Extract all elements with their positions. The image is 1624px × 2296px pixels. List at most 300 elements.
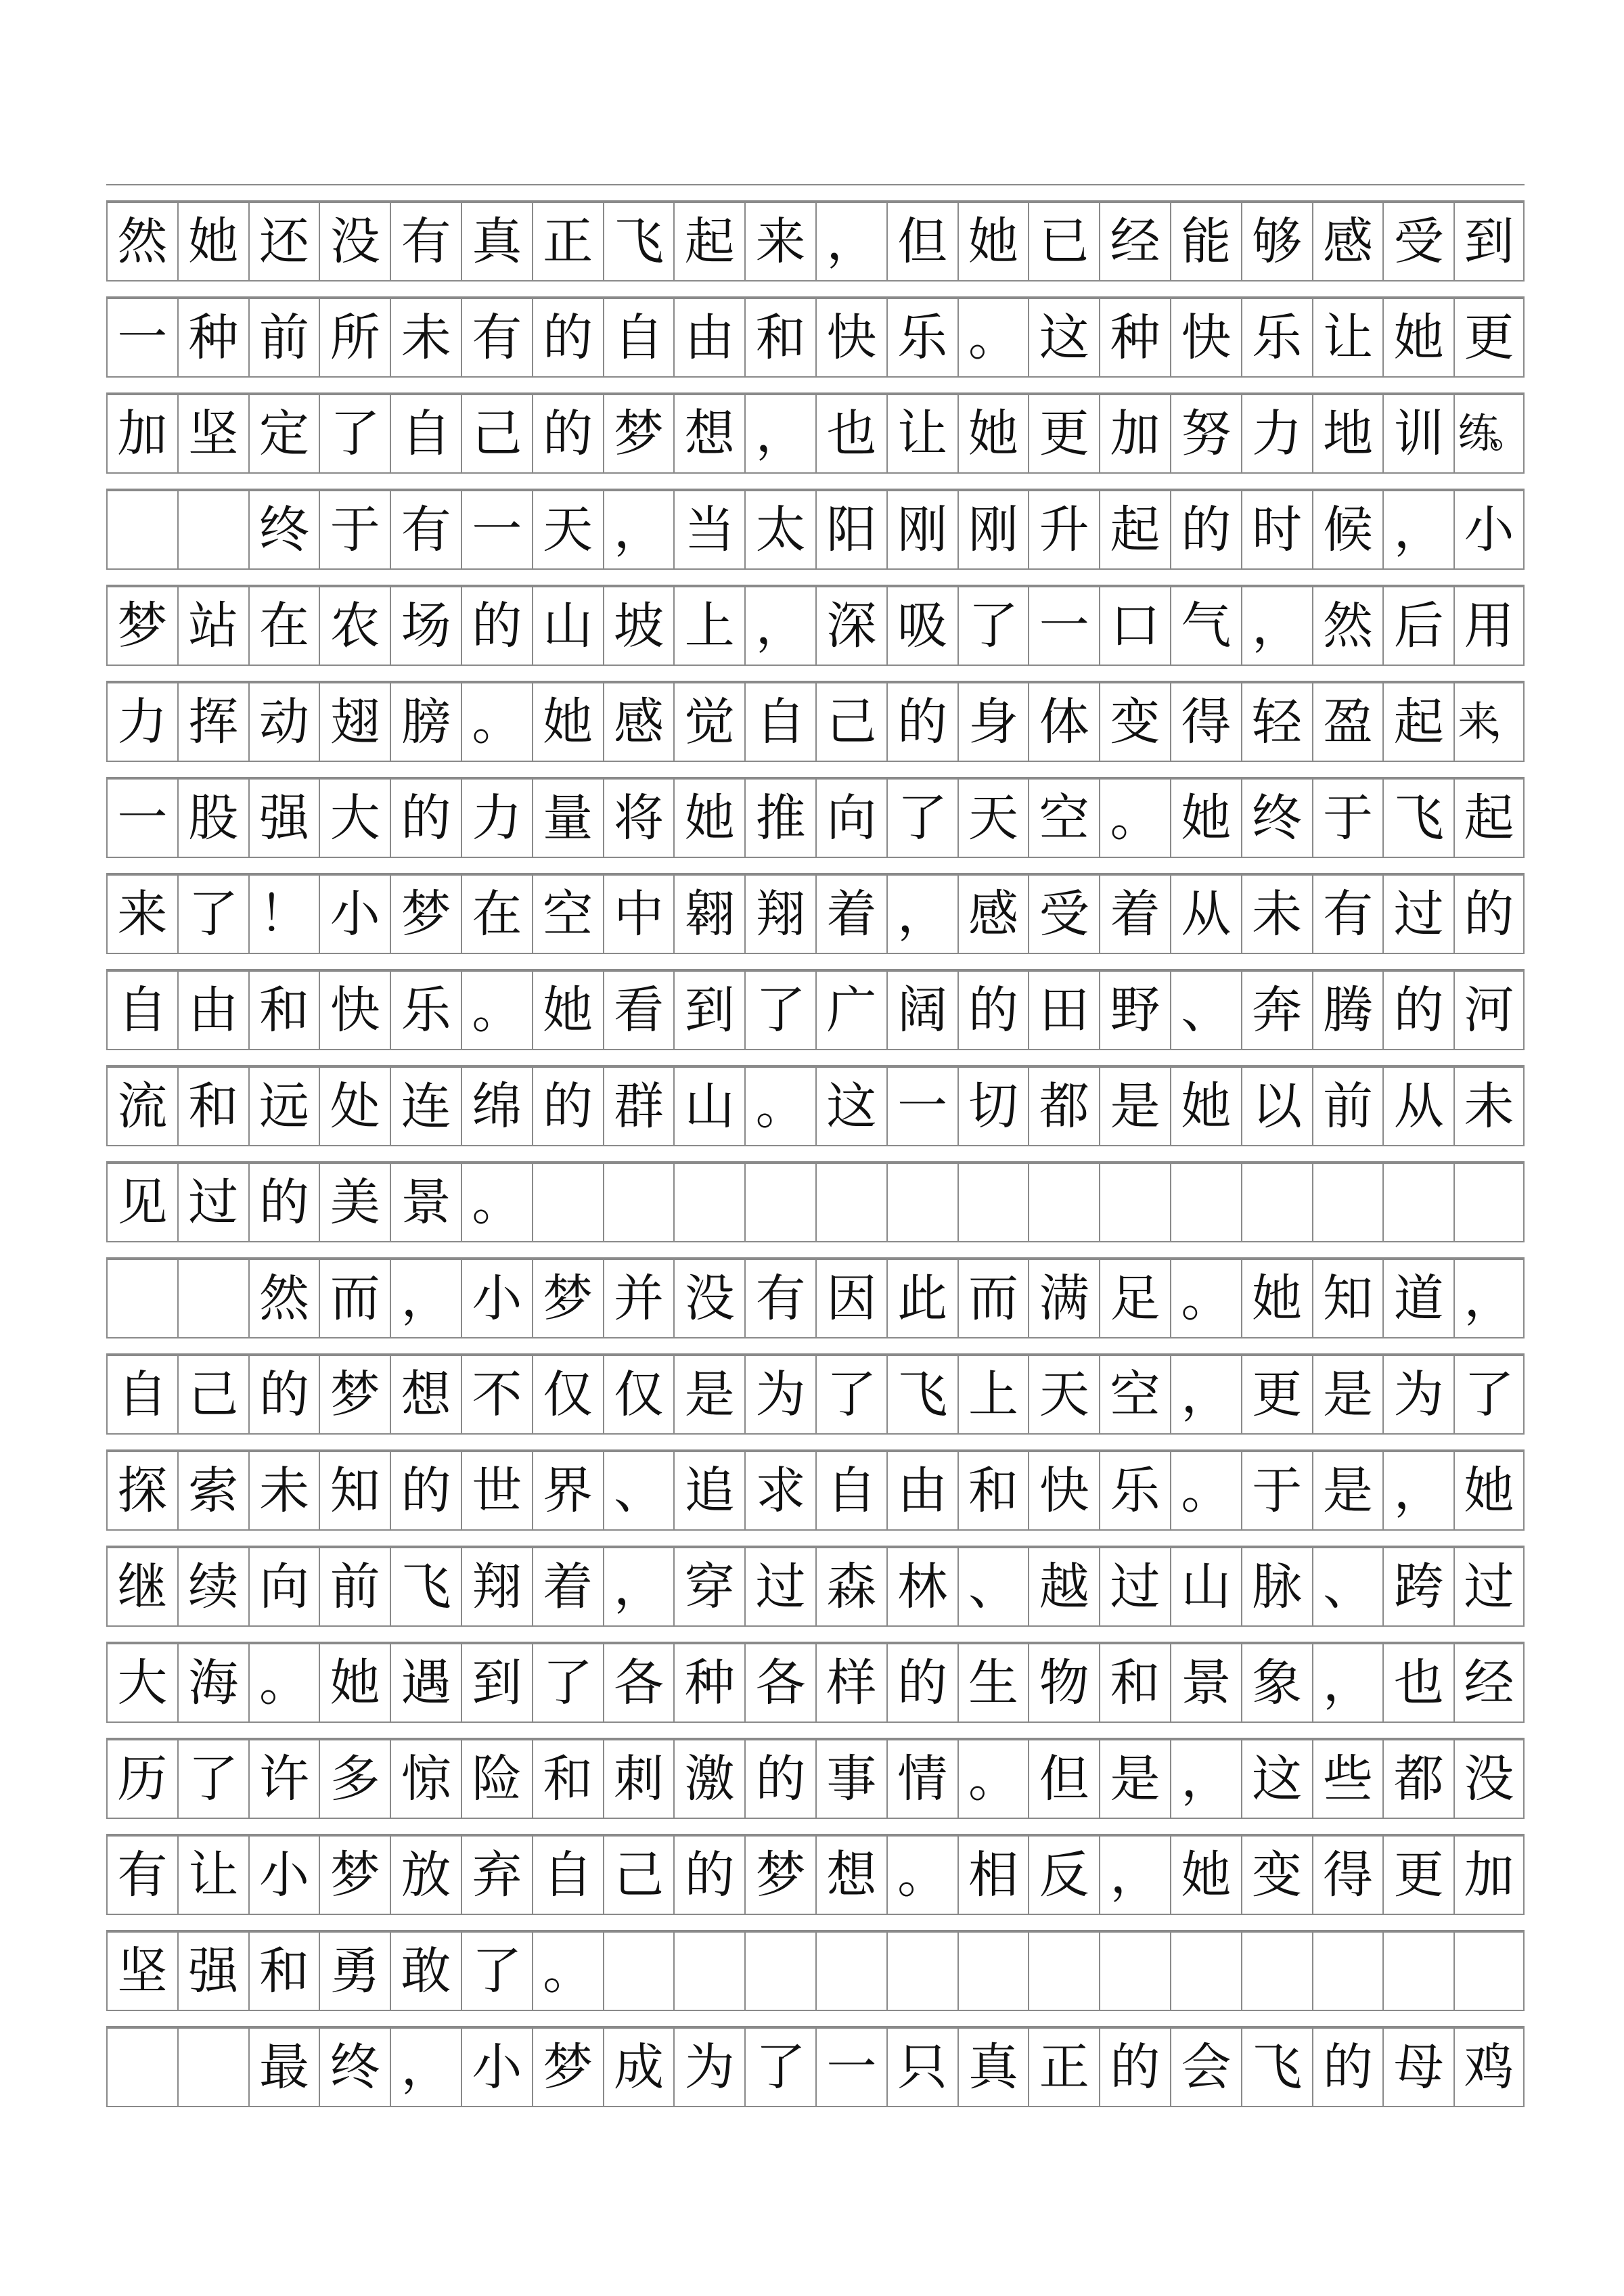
grid-cell: 种 bbox=[673, 1644, 744, 1721]
grid-cell: 变 bbox=[1241, 1837, 1312, 1914]
grid-cell: 梦 bbox=[319, 1356, 390, 1433]
grid-row bbox=[106, 1049, 1525, 1145]
row-cells bbox=[106, 1931, 1525, 2010]
grid-cell: 。 bbox=[957, 299, 1029, 376]
grid-cell: 林 bbox=[886, 1548, 957, 1625]
grid-cell: 在 bbox=[248, 587, 319, 665]
grid-row bbox=[106, 953, 1525, 1049]
grid-cell bbox=[673, 1933, 744, 2010]
grid-cell bbox=[957, 1164, 1029, 1241]
grid-cell: 候 bbox=[1312, 491, 1383, 568]
grid-cell: 了 bbox=[177, 876, 248, 953]
grid-cell: 的 bbox=[532, 1068, 603, 1145]
grid-cell: ， bbox=[1170, 1356, 1241, 1433]
grid-cell: 探 bbox=[106, 1452, 177, 1529]
grid-cell: 的 bbox=[957, 972, 1029, 1049]
grid-cell: 也 bbox=[1382, 1644, 1453, 1721]
grid-cell: 训 bbox=[1382, 395, 1453, 472]
grid-cell: 会 bbox=[1170, 2029, 1241, 2106]
grid-cell: ， bbox=[1312, 1644, 1383, 1721]
grid-cell: 真 bbox=[957, 2029, 1029, 2106]
grid-cell: 没 bbox=[319, 203, 390, 280]
grid-row bbox=[106, 761, 1525, 857]
grid-cell: 都 bbox=[1382, 1740, 1453, 1818]
grid-cell: 腾 bbox=[1312, 972, 1383, 1049]
grid-cell: 坚 bbox=[177, 395, 248, 472]
grid-cell: 母 bbox=[1382, 2029, 1453, 2106]
grid-cell: 看 bbox=[603, 972, 674, 1049]
grid-cell bbox=[1028, 1933, 1099, 2010]
grid-cell: 一 bbox=[1028, 587, 1099, 665]
grid-cell: 吸 bbox=[886, 587, 957, 665]
grid-cell: 。 bbox=[248, 1644, 319, 1721]
grid-cell: 刺 bbox=[603, 1740, 674, 1818]
grid-cell: 她 bbox=[1382, 299, 1453, 376]
grid-cell: 仅 bbox=[532, 1356, 603, 1433]
grid-cell: 过 bbox=[1453, 1548, 1525, 1625]
grid-cell bbox=[603, 1164, 674, 1241]
grid-cell: 、 bbox=[603, 1452, 674, 1529]
grid-cell: 此 bbox=[886, 1260, 957, 1337]
grid-cell: 的 bbox=[1099, 2029, 1170, 2106]
grid-cell: 。 bbox=[461, 683, 532, 761]
grid-cell: 加 bbox=[106, 395, 177, 472]
grid-cell: 体 bbox=[1028, 683, 1099, 761]
grid-cell: 起 bbox=[1099, 491, 1170, 568]
grid-cell: 将 bbox=[603, 780, 674, 857]
grid-cell: 和 bbox=[744, 299, 815, 376]
grid-cell: 太 bbox=[744, 491, 815, 568]
row-cells bbox=[106, 2027, 1525, 2106]
grid-cell: 上 bbox=[957, 1356, 1029, 1433]
grid-cell: 翔 bbox=[461, 1548, 532, 1625]
grid-row bbox=[106, 1914, 1525, 2010]
grid-cell: 到 bbox=[461, 1644, 532, 1721]
grid-cell: 快 bbox=[1170, 299, 1241, 376]
grid-cell: 过 bbox=[1382, 876, 1453, 953]
grid-cell: 梦 bbox=[106, 587, 177, 665]
grid-cell: 时 bbox=[1241, 491, 1312, 568]
grid-cell: 让 bbox=[177, 1837, 248, 1914]
grid-cell: 了 bbox=[461, 1933, 532, 2010]
grid-cell: 推 bbox=[744, 780, 815, 857]
grid-cell: 更 bbox=[1028, 395, 1099, 472]
grid-cell: 景 bbox=[1170, 1644, 1241, 1721]
grid-cell: 阔 bbox=[886, 972, 957, 1049]
grid-cell bbox=[744, 1933, 815, 2010]
grid-cell: 物 bbox=[1028, 1644, 1099, 1721]
grid-cell: 自 bbox=[815, 1452, 886, 1529]
grid-cell: 未 bbox=[1241, 876, 1312, 953]
row-separator bbox=[106, 857, 1525, 874]
grid-cell bbox=[1099, 1933, 1170, 2010]
grid-cell: 前 bbox=[1312, 1068, 1383, 1145]
grid-cell: 然 bbox=[248, 1260, 319, 1337]
row-cells bbox=[106, 682, 1525, 761]
grid-cell: 真 bbox=[461, 203, 532, 280]
grid-cell: 求 bbox=[744, 1452, 815, 1529]
row-cells bbox=[106, 1355, 1525, 1433]
grid-cell: 空 bbox=[1099, 1356, 1170, 1433]
grid-cell: 。 bbox=[1170, 1260, 1241, 1337]
grid-cell bbox=[1312, 1933, 1383, 2010]
grid-cell: 奔 bbox=[1241, 972, 1312, 1049]
grid-cell: 她 bbox=[1241, 1260, 1312, 1337]
grid-cell: 强 bbox=[248, 780, 319, 857]
grid-cell: 感 bbox=[603, 683, 674, 761]
grid-cell: 挥 bbox=[177, 683, 248, 761]
grid-cell: ， bbox=[1382, 491, 1453, 568]
grid-cell: ， bbox=[815, 203, 886, 280]
grid-cell: 了 bbox=[319, 395, 390, 472]
grid-cell: 想 bbox=[815, 1837, 886, 1914]
grid-cell bbox=[1453, 1933, 1525, 2010]
grid-cell: 前 bbox=[248, 299, 319, 376]
grid-cell: 着 bbox=[815, 876, 886, 953]
grid-cell: 她 bbox=[957, 203, 1029, 280]
grid-cell: 未 bbox=[1453, 1068, 1525, 1145]
grid-cell: 小 bbox=[248, 1837, 319, 1914]
grid-cell bbox=[1241, 1933, 1312, 2010]
grid-cell: 翱 bbox=[673, 876, 744, 953]
row-separator bbox=[106, 1145, 1525, 1163]
grid-cell: 轻 bbox=[1241, 683, 1312, 761]
grid-row bbox=[106, 1818, 1525, 1914]
grid-cell: 了 bbox=[744, 972, 815, 1049]
row-cells bbox=[106, 1259, 1525, 1337]
grid-cell: 更 bbox=[1241, 1356, 1312, 1433]
grid-cell: 所 bbox=[319, 299, 390, 376]
grid-cell: 终 bbox=[248, 491, 319, 568]
grid-cell: 美 bbox=[319, 1164, 390, 1241]
grid-cell: 的 bbox=[390, 1452, 461, 1529]
grid-cell: 更 bbox=[1453, 299, 1525, 376]
grid-row bbox=[106, 1433, 1525, 1529]
grid-cell bbox=[106, 2029, 177, 2106]
grid-cell: 量 bbox=[532, 780, 603, 857]
grid-cell: 追 bbox=[673, 1452, 744, 1529]
row-cells bbox=[106, 1739, 1525, 1818]
grid-cell: 动 bbox=[248, 683, 319, 761]
grid-cell: 向 bbox=[248, 1548, 319, 1625]
grid-cell: 见 bbox=[106, 1164, 177, 1241]
grid-cell: 起 bbox=[1453, 780, 1525, 857]
grid-cell bbox=[177, 2029, 248, 2106]
grid-cell: 刚 bbox=[957, 491, 1029, 568]
grid-cell: 得 bbox=[1312, 1837, 1383, 1914]
grid-cell: ， bbox=[1170, 1740, 1241, 1818]
grid-cell: 道 bbox=[1382, 1260, 1453, 1337]
grid-cell: 一 bbox=[461, 491, 532, 568]
grid-cell: 受 bbox=[1382, 203, 1453, 280]
grid-cell: 场 bbox=[390, 587, 461, 665]
grid-cell: 连 bbox=[390, 1068, 461, 1145]
grid-cell: 空 bbox=[532, 876, 603, 953]
grid-cell: 站 bbox=[177, 587, 248, 665]
grid-cell: 各 bbox=[744, 1644, 815, 1721]
grid-cell: ， bbox=[603, 491, 674, 568]
grid-cell: 力 bbox=[1241, 395, 1312, 472]
grid-cell: 世 bbox=[461, 1452, 532, 1529]
grid-cell: 和 bbox=[248, 972, 319, 1049]
grid-cell: ， bbox=[390, 2029, 461, 2106]
grid-cell: 景 bbox=[390, 1164, 461, 1241]
grid-cell: 梦 bbox=[532, 2029, 603, 2106]
grid-cell: 山 bbox=[532, 587, 603, 665]
grid-cell: 坚 bbox=[106, 1933, 177, 2010]
row-separator bbox=[106, 1241, 1525, 1259]
grid-cell: 到 bbox=[673, 972, 744, 1049]
grid-cell: 身 bbox=[957, 683, 1029, 761]
grid-cell: 来 bbox=[106, 876, 177, 953]
grid-cell: 了 bbox=[957, 587, 1029, 665]
grid-cell: 努 bbox=[1170, 395, 1241, 472]
grid-row bbox=[106, 1721, 1525, 1818]
grid-cell: 处 bbox=[319, 1068, 390, 1145]
grid-cell bbox=[815, 1164, 886, 1241]
grid-cell: 练。 bbox=[1453, 395, 1525, 472]
grid-cell: 飞 bbox=[1382, 780, 1453, 857]
grid-cell: 放 bbox=[390, 1837, 461, 1914]
grid-cell: 让 bbox=[886, 395, 957, 472]
grid-cell: 从 bbox=[1382, 1068, 1453, 1145]
grid-paper-sheet bbox=[106, 184, 1525, 2106]
grid-cell: 流 bbox=[106, 1068, 177, 1145]
row-separator bbox=[106, 1818, 1525, 1835]
grid-cell: 她 bbox=[532, 972, 603, 1049]
row-separator bbox=[106, 568, 1525, 586]
grid-cell: 正 bbox=[532, 203, 603, 280]
grid-cell: 、 bbox=[1312, 1548, 1383, 1625]
grid-cell: 乐 bbox=[390, 972, 461, 1049]
grid-cell: 。 bbox=[461, 972, 532, 1049]
grid-cell: 她 bbox=[532, 683, 603, 761]
row-cells bbox=[106, 586, 1525, 665]
grid-cell: 、 bbox=[957, 1548, 1029, 1625]
grid-cell: 绵 bbox=[461, 1068, 532, 1145]
grid-cell bbox=[106, 1260, 177, 1337]
grid-cell: 脉 bbox=[1241, 1548, 1312, 1625]
grid-cell: 自 bbox=[744, 683, 815, 761]
row-separator bbox=[106, 376, 1525, 394]
grid-cell bbox=[177, 1260, 248, 1337]
grid-cell: 。 bbox=[886, 1837, 957, 1914]
grid-cell: 受 bbox=[1028, 876, 1099, 953]
grid-cell: 由 bbox=[673, 299, 744, 376]
grid-cell: 当 bbox=[673, 491, 744, 568]
grid-cell bbox=[1382, 1933, 1453, 2010]
grid-cell: 勇 bbox=[319, 1933, 390, 2010]
grid-cell: 河 bbox=[1453, 972, 1525, 1049]
grid-cell: 变 bbox=[1099, 683, 1170, 761]
grid-cell: 想 bbox=[673, 395, 744, 472]
grid-cell: 为 bbox=[1382, 1356, 1453, 1433]
grid-cell: 未 bbox=[248, 1452, 319, 1529]
grid-cell: 是 bbox=[1312, 1452, 1383, 1529]
row-separator bbox=[106, 1914, 1525, 1931]
grid-cell: 的 bbox=[1453, 876, 1525, 953]
grid-cell: 她 bbox=[957, 395, 1029, 472]
grid-cell: 遇 bbox=[390, 1644, 461, 1721]
grid-cell: 为 bbox=[744, 1356, 815, 1433]
grid-cell: 有 bbox=[1312, 876, 1383, 953]
grid-cell: 己 bbox=[815, 683, 886, 761]
row-cells bbox=[106, 1835, 1525, 1914]
grid-row bbox=[106, 665, 1525, 761]
grid-cell: 翔 bbox=[744, 876, 815, 953]
grid-cell: 。 bbox=[461, 1164, 532, 1241]
grid-cell: 索 bbox=[177, 1452, 248, 1529]
grid-cell: 快 bbox=[319, 972, 390, 1049]
grid-cell: 大 bbox=[319, 780, 390, 857]
grid-cell: 梦 bbox=[603, 395, 674, 472]
grid-cell: 后 bbox=[1382, 587, 1453, 665]
grid-cell: 着 bbox=[532, 1548, 603, 1625]
grid-cell: 最 bbox=[248, 2029, 319, 2106]
grid-cell: 在 bbox=[461, 876, 532, 953]
row-cells bbox=[106, 874, 1525, 953]
grid-cell: 由 bbox=[886, 1452, 957, 1529]
grid-cell: 成 bbox=[603, 2029, 674, 2106]
grid-cell: 到 bbox=[1453, 203, 1525, 280]
grid-cell: 有 bbox=[390, 491, 461, 568]
grid-cell: 强 bbox=[177, 1933, 248, 2010]
grid-cell: 的 bbox=[1312, 2029, 1383, 2106]
grid-cell: 、 bbox=[1170, 972, 1241, 1049]
grid-cell: 己 bbox=[603, 1837, 674, 1914]
grid-cell: 还 bbox=[248, 203, 319, 280]
grid-cell: 有 bbox=[461, 299, 532, 376]
grid-cell: 样 bbox=[815, 1644, 886, 1721]
grid-cell: 也 bbox=[815, 395, 886, 472]
grid-cell: 然 bbox=[106, 203, 177, 280]
grid-cell: ， bbox=[886, 876, 957, 953]
grid-cell: ， bbox=[603, 1548, 674, 1625]
row-cells bbox=[106, 1547, 1525, 1625]
grid-cell: 鸡 bbox=[1453, 2029, 1525, 2106]
grid-cell: 的 bbox=[461, 587, 532, 665]
grid-cell: 她 bbox=[1170, 780, 1241, 857]
grid-cell: 。 bbox=[532, 1933, 603, 2010]
grid-cell: 经 bbox=[1453, 1644, 1525, 1721]
grid-cell: 力 bbox=[461, 780, 532, 857]
grid-cell: 的 bbox=[886, 1644, 957, 1721]
grid-cell: 的 bbox=[886, 683, 957, 761]
grid-cell: 有 bbox=[390, 203, 461, 280]
grid-cell: 险 bbox=[461, 1740, 532, 1818]
grid-row bbox=[106, 1337, 1525, 1433]
grid-cell: 一 bbox=[815, 2029, 886, 2106]
grid-cell bbox=[532, 1164, 603, 1241]
row-separator bbox=[106, 1049, 1525, 1066]
grid-cell: 于 bbox=[319, 491, 390, 568]
grid-cell: 事 bbox=[815, 1740, 886, 1818]
grid-cell: 飞 bbox=[1241, 2029, 1312, 2106]
grid-cell: 。 bbox=[744, 1068, 815, 1145]
grid-cell: 和 bbox=[532, 1740, 603, 1818]
grid-cell: 乐 bbox=[1099, 1452, 1170, 1529]
grid-cell: 知 bbox=[319, 1452, 390, 1529]
grid-cell: 远 bbox=[248, 1068, 319, 1145]
grid-cell: 是 bbox=[1099, 1068, 1170, 1145]
grid-cell: ， bbox=[1382, 1452, 1453, 1529]
grid-cell: 了 bbox=[532, 1644, 603, 1721]
row-cells bbox=[106, 1451, 1525, 1529]
grid-cell: 许 bbox=[248, 1740, 319, 1818]
grid-cell: 她 bbox=[1170, 1837, 1241, 1914]
row-cells bbox=[106, 394, 1525, 472]
row-separator bbox=[106, 761, 1525, 778]
grid-cell: 着 bbox=[1099, 876, 1170, 953]
grid-cell: 这 bbox=[1028, 299, 1099, 376]
grid-cell bbox=[957, 1933, 1029, 2010]
grid-cell: 快 bbox=[1028, 1452, 1099, 1529]
grid-cell bbox=[886, 1933, 957, 2010]
grid-cell: 盈 bbox=[1312, 683, 1383, 761]
grid-cell: 相 bbox=[957, 1837, 1029, 1914]
grid-cell bbox=[1241, 1164, 1312, 1241]
grid-cell: 了 bbox=[886, 780, 957, 857]
grid-cell: 地 bbox=[1312, 395, 1383, 472]
row-cells bbox=[106, 1066, 1525, 1145]
grid-cell: 。 bbox=[1170, 1452, 1241, 1529]
grid-cell: 正 bbox=[1028, 2029, 1099, 2106]
grid-row bbox=[106, 1625, 1525, 1721]
grid-cell: 和 bbox=[957, 1452, 1029, 1529]
grid-cell: 弃 bbox=[461, 1837, 532, 1914]
grid-cell: 群 bbox=[603, 1068, 674, 1145]
grid-cell: 加 bbox=[1453, 1837, 1525, 1914]
grid-cell: 一 bbox=[886, 1068, 957, 1145]
grid-cell: 历 bbox=[106, 1740, 177, 1818]
grid-cell: 小 bbox=[461, 1260, 532, 1337]
grid-cell: 但 bbox=[886, 203, 957, 280]
grid-cell: 自 bbox=[106, 972, 177, 1049]
grid-cell: ， bbox=[1099, 1837, 1170, 1914]
grid-cell: 满 bbox=[1028, 1260, 1099, 1337]
grid-row bbox=[106, 472, 1525, 568]
row-cells bbox=[106, 778, 1525, 857]
row-cells bbox=[106, 1643, 1525, 1721]
grid-cell: 山 bbox=[1170, 1548, 1241, 1625]
grid-cell: 各 bbox=[603, 1644, 674, 1721]
grid-cell: 让 bbox=[1312, 299, 1383, 376]
grid-cell: 和 bbox=[177, 1068, 248, 1145]
grid-cell: 界 bbox=[532, 1452, 603, 1529]
row-separator bbox=[106, 1721, 1525, 1739]
grid-cell: 梦 bbox=[390, 876, 461, 953]
row-separator bbox=[106, 2010, 1525, 2027]
grid-cell: 口 bbox=[1099, 587, 1170, 665]
grid-cell: 她 bbox=[177, 203, 248, 280]
grid-cell: 阳 bbox=[815, 491, 886, 568]
grid-row bbox=[106, 1241, 1525, 1337]
grid-cell: 的 bbox=[248, 1164, 319, 1241]
grid-cell: 想 bbox=[390, 1356, 461, 1433]
grid-cell: 过 bbox=[177, 1164, 248, 1241]
grid-cell: 前 bbox=[319, 1548, 390, 1625]
grid-cell: 梦 bbox=[319, 1837, 390, 1914]
grid-cell bbox=[1312, 1164, 1383, 1241]
grid-cell: 向 bbox=[815, 780, 886, 857]
grid-cell: 不 bbox=[461, 1356, 532, 1433]
grid-cell: 气 bbox=[1170, 587, 1241, 665]
grid-cell: 反 bbox=[1028, 1837, 1099, 1914]
grid-cell: 飞 bbox=[390, 1548, 461, 1625]
grid-cell: 她 bbox=[1453, 1452, 1525, 1529]
grid-cell: 股 bbox=[177, 780, 248, 857]
grid-cell: 未 bbox=[390, 299, 461, 376]
